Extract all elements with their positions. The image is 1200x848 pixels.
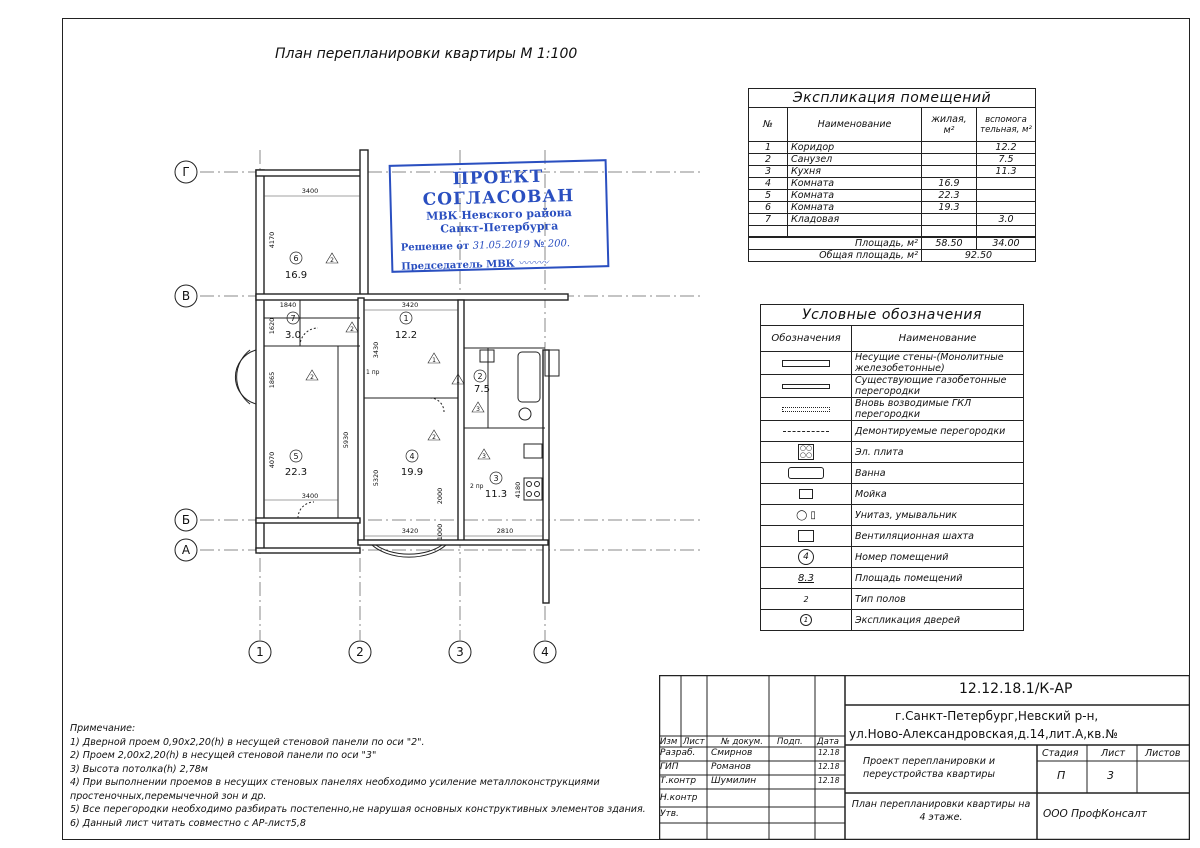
titleblock-name: Шумилин bbox=[711, 776, 757, 786]
door-label: 1 пр bbox=[366, 369, 380, 376]
th-aux: вспомога тельная, м² bbox=[977, 108, 1036, 142]
legend-row bbox=[761, 398, 1024, 421]
explication-cell-living: 22.3 bbox=[922, 190, 977, 202]
total-label: Общая площадь, м² bbox=[749, 250, 922, 262]
note-line: 5) Все перегородки необходимо разбирать постепенно,не нарушая основных конструктивных элементов здания. bbox=[70, 804, 646, 815]
hdr-list: Лист bbox=[683, 737, 705, 747]
explication-table bbox=[748, 88, 1036, 262]
titleblock-date: 12.18 bbox=[818, 762, 840, 771]
explication-cell-name: Санузел bbox=[788, 154, 922, 166]
legend-item-label: Демонтируемые перегородки bbox=[852, 421, 1024, 442]
room-4 bbox=[401, 450, 423, 478]
explication-cell-name: Комната bbox=[788, 190, 922, 202]
explication-cell-living bbox=[922, 214, 977, 226]
axis-label: Г bbox=[182, 165, 190, 179]
stage-value: П bbox=[1057, 769, 1066, 782]
titleblock-date: 12.18 bbox=[818, 748, 840, 757]
address-line2: ул.Ново-Александровская,д.14,лит.А,кв.№ bbox=[849, 727, 1118, 741]
stamp-decision-label: Решение от bbox=[400, 240, 470, 254]
wall bbox=[256, 294, 568, 300]
note-line: 2) Проем 2,00х2,20(h) в несущей стеновой панели по оси "3" bbox=[70, 750, 377, 761]
dim-label: 5930 bbox=[342, 431, 350, 449]
explication-cell-aux bbox=[977, 190, 1036, 202]
svg-text:11.3: 11.3 bbox=[484, 489, 508, 500]
stamp-no-label: № bbox=[533, 238, 545, 251]
legend-item-label: Площадь помещений bbox=[852, 568, 1024, 589]
note-line: простеночных,перемычечной зон и др. bbox=[70, 790, 267, 802]
door-label: 2 пр bbox=[470, 483, 484, 490]
stamp-line: МВК Невского района bbox=[425, 206, 572, 223]
legend-symbol-icon: ◯ ▯ bbox=[761, 505, 852, 526]
svg-text:12.2: 12.2 bbox=[394, 330, 418, 341]
legend-item-label: Тип полов bbox=[852, 589, 1024, 610]
titleblock-date: 12.18 bbox=[818, 776, 840, 785]
legend-row bbox=[761, 484, 1024, 505]
explication-cell-living: 16.9 bbox=[922, 178, 977, 190]
floor-type bbox=[306, 370, 318, 381]
explication-spacer bbox=[749, 226, 1036, 238]
explication-cell-no: 6 bbox=[749, 202, 788, 214]
wall bbox=[358, 298, 364, 543]
signature-icon: 〰〰〰 bbox=[518, 257, 549, 270]
svg-text:7.5: 7.5 bbox=[474, 384, 490, 395]
legend-row bbox=[761, 352, 1024, 375]
stamp-line: ПРОЕКТ СОГЛАСОВАН bbox=[422, 166, 575, 210]
svg-text:2: 2 bbox=[432, 434, 436, 441]
legend-item-label: Вновь возводимые ГКЛ перегородки bbox=[852, 398, 1024, 421]
dim-label: 4170 bbox=[268, 231, 276, 249]
legend-symbol-icon: 4 bbox=[761, 547, 852, 568]
titleblock-role: Н.контр bbox=[660, 793, 698, 803]
svg-text:2: 2 bbox=[350, 326, 354, 333]
explication-cell-no: 1 bbox=[749, 142, 788, 154]
room-6 bbox=[285, 252, 307, 281]
note-line: 4) При выполнении проемов в несущих стеновых панелях необходимо усиление металлоконструкциями bbox=[70, 777, 600, 788]
dim-label: 2000 bbox=[436, 487, 444, 505]
explication-row bbox=[749, 214, 1036, 226]
titleblock-role: Утв. bbox=[660, 809, 679, 819]
approval-stamp bbox=[389, 159, 610, 273]
dim-label: 3420 bbox=[401, 301, 419, 309]
explication-title: Экспликация помещений bbox=[748, 88, 1036, 107]
wall bbox=[358, 540, 548, 545]
note-line: 1) Дверной проем 0,90х2,20(h) в несущей стеновой панели по оси "2". bbox=[70, 736, 425, 748]
explication-row bbox=[749, 142, 1036, 154]
legend-symbol-icon: ○○ ○○ bbox=[761, 442, 852, 463]
legend-item-label: Вентиляционная шахта bbox=[852, 526, 1024, 547]
axis-label: В bbox=[181, 289, 191, 303]
explication-cell-name: Коридор bbox=[788, 142, 922, 154]
svg-text:3: 3 bbox=[476, 406, 480, 413]
legend-symbol-icon bbox=[761, 375, 852, 398]
wall bbox=[256, 170, 264, 550]
explication-cell-name: Комната bbox=[788, 202, 922, 214]
titleblock-name: Смирнов bbox=[711, 748, 753, 758]
titleblock-role: Т.контр bbox=[660, 776, 697, 786]
hdr-doc: № докум. bbox=[721, 737, 763, 747]
legend-item-label: Мойка bbox=[852, 484, 1024, 505]
explication-cell-aux bbox=[977, 178, 1036, 190]
legend-row bbox=[761, 547, 1024, 568]
explication-cell-aux: 7.5 bbox=[977, 154, 1036, 166]
note-line: 3) Высота потолка(h) 2,78м bbox=[70, 763, 208, 775]
area-aux: 34.00 bbox=[977, 237, 1036, 250]
title-block bbox=[659, 675, 1190, 840]
explication-cell-aux: 12.2 bbox=[977, 142, 1036, 154]
explication-cell-aux bbox=[977, 202, 1036, 214]
stamp-line: Санкт-Петербурга bbox=[440, 219, 559, 236]
legend-row bbox=[761, 375, 1024, 398]
drawing-name: План перепланировки квартиры на 4 этаже. bbox=[851, 799, 1031, 823]
floor-type bbox=[326, 253, 338, 264]
stamp-decision bbox=[401, 237, 607, 253]
svg-text:2: 2 bbox=[477, 372, 483, 381]
svg-text:5: 5 bbox=[293, 452, 299, 461]
legend-table bbox=[760, 304, 1024, 631]
titleblock-name: Романов bbox=[711, 762, 751, 772]
legend-row bbox=[761, 589, 1024, 610]
stamp-decision-date: 31.05.2019 bbox=[472, 239, 531, 252]
legend-item-label: Эл. плита bbox=[852, 442, 1024, 463]
explication-cell-no: 3 bbox=[749, 166, 788, 178]
dim-label: 2810 bbox=[496, 527, 514, 535]
axis-label: 4 bbox=[541, 645, 549, 659]
floor-type bbox=[478, 449, 490, 460]
svg-text:7: 7 bbox=[290, 314, 296, 323]
legend-symbol-icon bbox=[761, 421, 852, 442]
dim-label: 3420 bbox=[401, 527, 419, 535]
hdr-izm: Изм bbox=[660, 737, 678, 747]
floor-type bbox=[428, 430, 440, 441]
stamp-no: 200. bbox=[547, 238, 571, 250]
svg-text:3.0: 3.0 bbox=[285, 330, 301, 341]
explication-cell-living bbox=[922, 166, 977, 178]
explication-cell-no: 7 bbox=[749, 214, 788, 226]
room-5 bbox=[285, 450, 307, 478]
svg-text:4: 4 bbox=[409, 452, 415, 461]
dim-label: 1620 bbox=[268, 317, 276, 335]
axis-label: 2 bbox=[356, 645, 364, 659]
svg-text:2: 2 bbox=[330, 257, 334, 264]
legend-symbol-icon bbox=[761, 463, 852, 484]
explication-cell-aux: 3.0 bbox=[977, 214, 1036, 226]
stage-label: Стадия bbox=[1042, 748, 1079, 759]
explication-cell-name: Кухня bbox=[788, 166, 922, 178]
legend-row bbox=[761, 526, 1024, 547]
dim-label: 1865 bbox=[268, 371, 276, 389]
legend-col2: Наименование bbox=[852, 326, 1024, 352]
wall bbox=[458, 300, 464, 543]
wall bbox=[256, 518, 360, 523]
svg-text:19.9: 19.9 bbox=[400, 467, 424, 478]
notes-title: Примечание: bbox=[70, 723, 136, 734]
explication-row bbox=[749, 202, 1036, 214]
svg-text:22.3: 22.3 bbox=[284, 467, 308, 478]
legend-item-label: Ванна bbox=[852, 463, 1024, 484]
legend-row bbox=[761, 463, 1024, 484]
area-label: Площадь, м² bbox=[749, 237, 922, 250]
dim-label: 5320 bbox=[372, 469, 380, 487]
explication-cell-name: Кладовая bbox=[788, 214, 922, 226]
room-3 bbox=[485, 472, 507, 500]
floor-type bbox=[346, 322, 358, 333]
sheet-value: 3 bbox=[1107, 769, 1114, 782]
dim-label: 1000 bbox=[436, 523, 444, 541]
legend-item-label: Экспликация дверей bbox=[852, 610, 1024, 631]
dim-label: 3400 bbox=[301, 492, 319, 500]
stamp-chair-label: Председатель МВК bbox=[401, 258, 515, 273]
svg-text:1: 1 bbox=[403, 314, 409, 323]
titleblock-role: Разраб. bbox=[660, 748, 696, 758]
th-name: Наименование bbox=[788, 108, 922, 142]
legend-symbol-icon: 1 bbox=[761, 610, 852, 631]
axis-label: 1 bbox=[256, 645, 264, 659]
legend-item-label: Несущие стены-(Монолитные железобетонные) bbox=[852, 352, 1024, 375]
explication-cell-name: Комната bbox=[788, 178, 922, 190]
legend-title: Условные обозначения bbox=[760, 304, 1024, 325]
sheet-label: Лист bbox=[1101, 748, 1126, 759]
area-living: 58.50 bbox=[922, 237, 977, 250]
svg-text:6: 6 bbox=[293, 254, 299, 263]
explication-row bbox=[749, 166, 1036, 178]
dim-label: 1840 bbox=[279, 301, 297, 309]
explication-cell-no: 2 bbox=[749, 154, 788, 166]
project-name: Проект перепланировки и переустройства квартиры bbox=[863, 756, 996, 780]
axis-label: Б bbox=[181, 513, 191, 527]
explication-row bbox=[749, 178, 1036, 190]
floor-type bbox=[428, 353, 440, 364]
axis-label: 3 bbox=[456, 645, 464, 659]
room-7 bbox=[285, 312, 301, 341]
legend-item-label: Существующие газобетонные перегородки bbox=[852, 375, 1024, 398]
doc-code: 12.12.18.1/К-АР bbox=[959, 681, 1073, 697]
dim-label: 4180 bbox=[514, 481, 522, 499]
sheets-label: Листов bbox=[1145, 748, 1181, 759]
floor-type bbox=[472, 402, 484, 413]
legend-symbol-icon bbox=[761, 398, 852, 421]
explication-cell-no: 4 bbox=[749, 178, 788, 190]
th-no: № bbox=[749, 108, 788, 142]
room-1 bbox=[395, 312, 417, 341]
address-line1: г.Санкт-Петербург,Невский р-н, bbox=[895, 709, 1099, 723]
wall bbox=[256, 170, 366, 176]
explication-cell-living bbox=[922, 154, 977, 166]
titleblock-role: ГИП bbox=[660, 762, 679, 772]
svg-text:3: 3 bbox=[482, 453, 486, 460]
wall bbox=[360, 150, 368, 298]
legend-row bbox=[761, 442, 1024, 463]
svg-text:2: 2 bbox=[310, 374, 314, 381]
explication-cell-living: 19.3 bbox=[922, 202, 977, 214]
legend-row bbox=[761, 610, 1024, 631]
explication-row bbox=[749, 154, 1036, 166]
explication-row bbox=[749, 190, 1036, 202]
legend-item-label: Номер помещений bbox=[852, 547, 1024, 568]
dim-label: 3400 bbox=[301, 187, 319, 195]
total-area: 92.50 bbox=[922, 250, 1036, 262]
legend-item-label: Унитаз, умывальник bbox=[852, 505, 1024, 526]
svg-text:16.9: 16.9 bbox=[284, 270, 308, 281]
legend-row bbox=[761, 505, 1024, 526]
svg-text:1: 1 bbox=[456, 378, 460, 385]
legend-symbol-icon bbox=[761, 352, 852, 375]
wall bbox=[543, 350, 549, 603]
company-name: ООО ПрофКонсалт bbox=[1043, 808, 1147, 820]
explication-cell-aux: 11.3 bbox=[977, 166, 1036, 178]
legend-symbol-icon: 2 bbox=[761, 589, 852, 610]
legend-row bbox=[761, 421, 1024, 442]
explication-cell-no: 5 bbox=[749, 190, 788, 202]
note-line: 6) Данный лист читать совместно с АР-лист5,8 bbox=[70, 817, 306, 829]
hdr-date: Дата bbox=[817, 737, 840, 747]
dim-label: 4070 bbox=[268, 451, 276, 469]
legend-symbol-icon bbox=[761, 526, 852, 547]
explication-cell-living bbox=[922, 142, 977, 154]
axis-label: А bbox=[181, 543, 191, 557]
th-living: жилая, м² bbox=[922, 108, 977, 142]
hdr-sign: Подп. bbox=[777, 737, 803, 747]
plan-title: План перепланировки квартиры М 1:100 bbox=[275, 46, 578, 62]
legend-symbol-icon bbox=[761, 484, 852, 505]
legend-col1: Обозначения bbox=[761, 326, 852, 352]
svg-text:3: 3 bbox=[493, 474, 499, 483]
dim-label: 3430 bbox=[372, 341, 380, 359]
legend-symbol-icon: 8.3 bbox=[761, 568, 852, 589]
svg-text:1: 1 bbox=[432, 357, 436, 364]
wall bbox=[256, 548, 360, 553]
legend-row bbox=[761, 568, 1024, 589]
notes bbox=[70, 722, 646, 830]
